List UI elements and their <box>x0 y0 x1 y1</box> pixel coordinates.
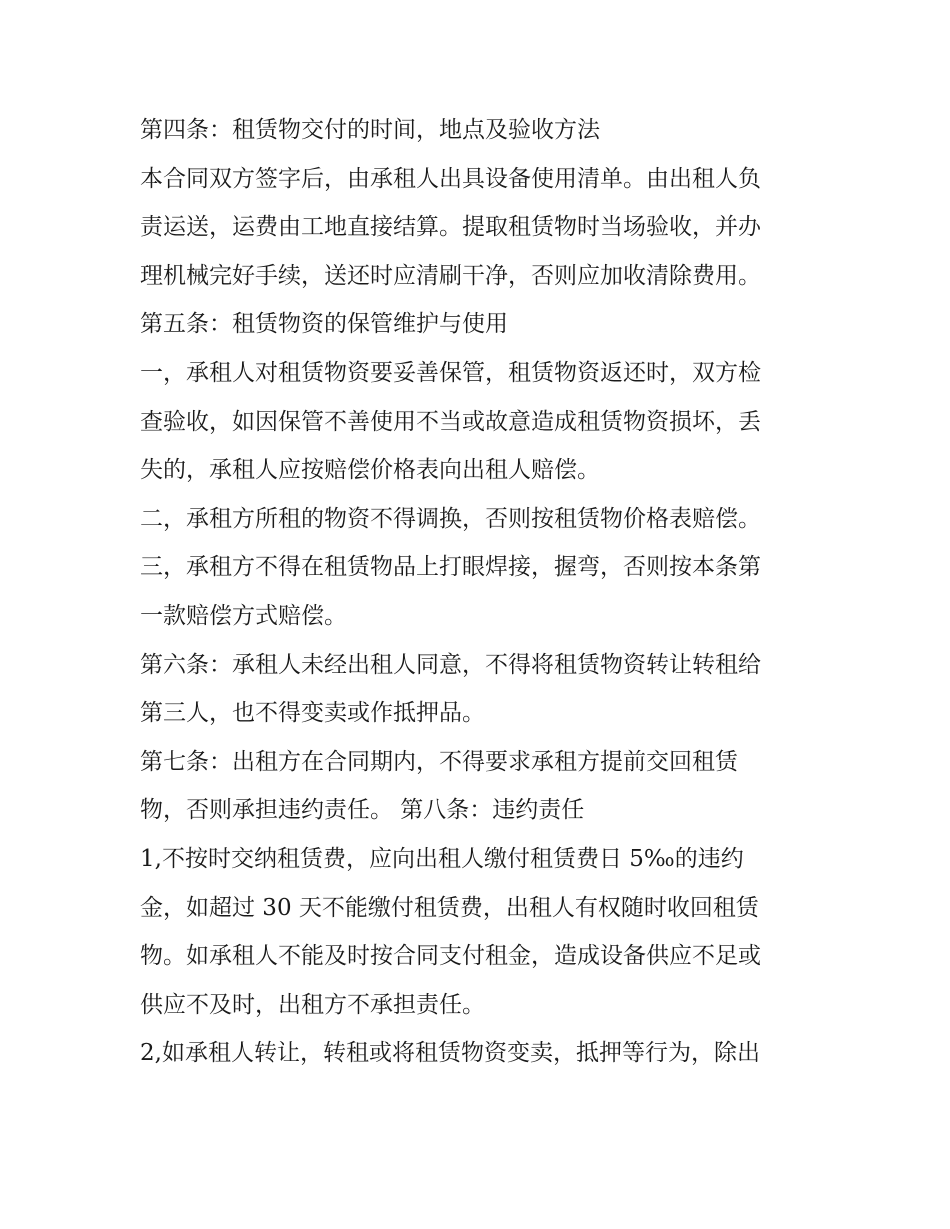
paragraph-line: 三，承租方不得在租赁物品上打眼焊接，握弯，否则按本条第 <box>140 554 761 581</box>
paragraph-line: 查验收，如因保管不善使用不当或故意造成租赁物资损坏，丢 <box>140 408 761 435</box>
paragraph-line: 物，否则承担违约责任。 第八条：违约责任 <box>140 797 585 824</box>
paragraph-line: 金，如超过 30 天不能缴付租赁费，出租人有权随时收回租赁 <box>140 894 759 921</box>
paragraph-line: 本合同双方签字后，由承租人出具设备使用清单。由出租人负 <box>140 165 761 192</box>
article-6-line: 第六条：承租人未经出租人同意，不得将租赁物资转让转租给 <box>140 651 761 678</box>
article-4-heading: 第四条：租赁物交付的时间，地点及验收方法 <box>140 117 600 143</box>
paragraph-line: 一，承租人对租赁物资要妥善保管，租赁物资返还时，双方检 <box>140 359 761 386</box>
paragraph-line: 第三人，也不得变卖或作抵押品。 <box>140 700 485 727</box>
paragraph-line: 供应不及时，出租方不承担责任。 <box>140 991 485 1018</box>
paragraph-line: 理机械完好手续，送还时应清刷干净，否则应加收清除费用。 <box>140 262 761 289</box>
paragraph-line: 1,不按时交纳租赁费，应向出租人缴付租赁费日 5‰的违约 <box>140 845 744 872</box>
article-7-line: 第七条：出租方在合同期内，不得要求承租方提前交回租赁 <box>140 748 738 775</box>
paragraph-line: 2,如承租人转让，转租或将租赁物资变卖，抵押等行为，除出 <box>140 1040 760 1067</box>
paragraph-line: 物。如承租人不能及时按合同支付租金，造成设备供应不足或 <box>140 943 761 970</box>
paragraph-line: 失的，承租人应按赔偿价格表向出租人赔偿。 <box>140 457 600 484</box>
paragraph-line: 一款赔偿方式赔偿。 <box>140 602 347 629</box>
contract-text-block <box>140 106 820 1078</box>
paragraph-line: 责运送，运费由工地直接结算。提取租赁物时当场验收，并办 <box>140 214 761 241</box>
paragraph-line: 二，承租方所租的物资不得调换，否则按租赁物价格表赔偿。 <box>140 505 761 532</box>
article-5-heading: 第五条：租赁物资的保管维护与使用 <box>140 311 508 338</box>
